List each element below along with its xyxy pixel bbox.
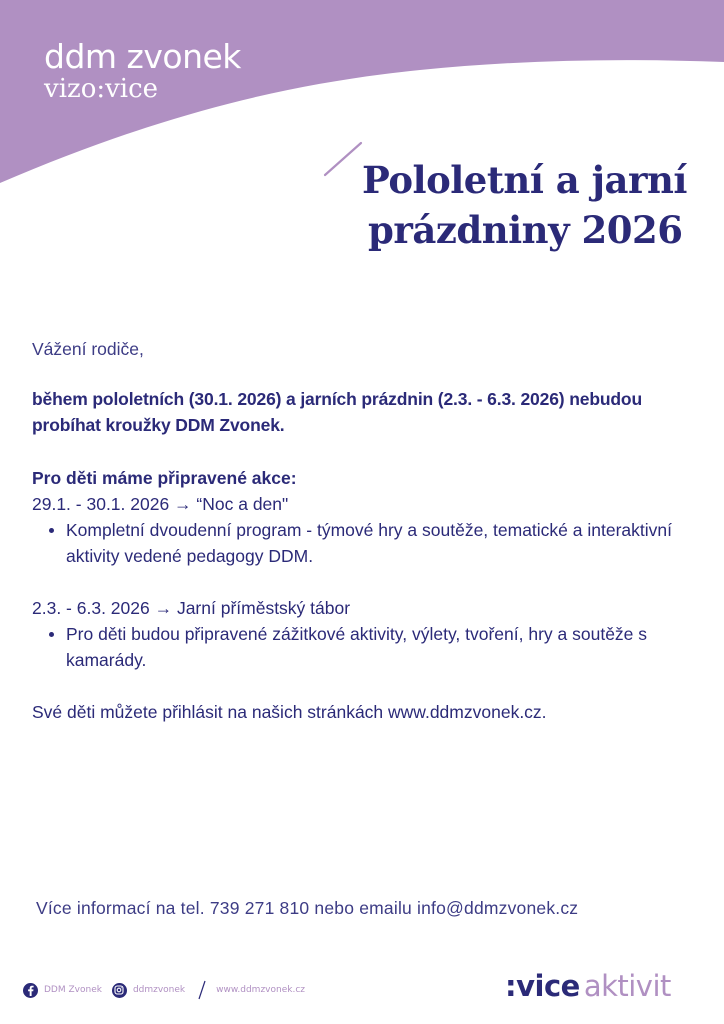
event-detail-item: Pro děti budou připravené zážitkové aktivity, výlety, tvoření, hry a soutěže s kamarády. bbox=[66, 621, 702, 673]
event-headline-noc-a-den: 29.1. - 30.1. 2026 → “Noc a den" bbox=[32, 494, 289, 514]
tagline-logo bbox=[505, 968, 671, 1004]
greeting: Vážení rodiče, bbox=[32, 339, 144, 359]
brand-name: ddm zvonek bbox=[44, 37, 241, 76]
instagram-label: ddmzvonek bbox=[132, 985, 186, 995]
divider-slash-icon bbox=[197, 980, 207, 1000]
footer-social bbox=[23, 979, 305, 1001]
facebook-link[interactable] bbox=[23, 983, 102, 998]
tagline-vice: :vice bbox=[505, 969, 580, 1003]
instagram-link[interactable] bbox=[112, 983, 185, 998]
event-details-list bbox=[32, 621, 702, 673]
facebook-icon bbox=[23, 983, 38, 998]
contact-info: Více informací na tel. 739 271 810 nebo emailu info@ddmzvonek.cz bbox=[36, 898, 579, 918]
notice-paragraph: během pololetních (30.1. 2026) a jarních prázdnin (2.3. - 6.3. 2026) nebudou probíhat kroužky DDM Zvonek. bbox=[32, 389, 643, 435]
brand-logo bbox=[44, 38, 241, 104]
instagram-icon bbox=[112, 983, 127, 998]
event-details-list bbox=[32, 517, 702, 569]
facebook-label: DDM Zvonek bbox=[44, 985, 102, 995]
signup-info: Své děti můžete přihlásit na našich stránkách www.ddmzvonek.cz. bbox=[32, 702, 547, 722]
tagline-aktivit: aktivit bbox=[583, 969, 671, 1003]
title-line-2: prázdniny 2026 bbox=[368, 208, 683, 252]
event-detail-item: Kompletní dvoudenní program - týmové hry a soutěže, tematické a interaktivní aktivity vedené pedagogy DDM. bbox=[66, 517, 702, 569]
brand-subtitle: vizo:vice bbox=[44, 74, 159, 104]
website-link[interactable]: www.ddmzvonek.cz bbox=[216, 985, 305, 995]
title-line-1: Pololetní a jarní bbox=[362, 158, 687, 202]
page-title bbox=[362, 155, 702, 255]
events-heading: Pro děti máme připravené akce: bbox=[32, 468, 297, 488]
letter-body bbox=[32, 336, 702, 725]
event-headline-jarni-tabor: 2.3. - 6.3. 2026 → Jarní příměstský tábor bbox=[32, 598, 351, 618]
decorative-slash-icon bbox=[322, 140, 364, 178]
